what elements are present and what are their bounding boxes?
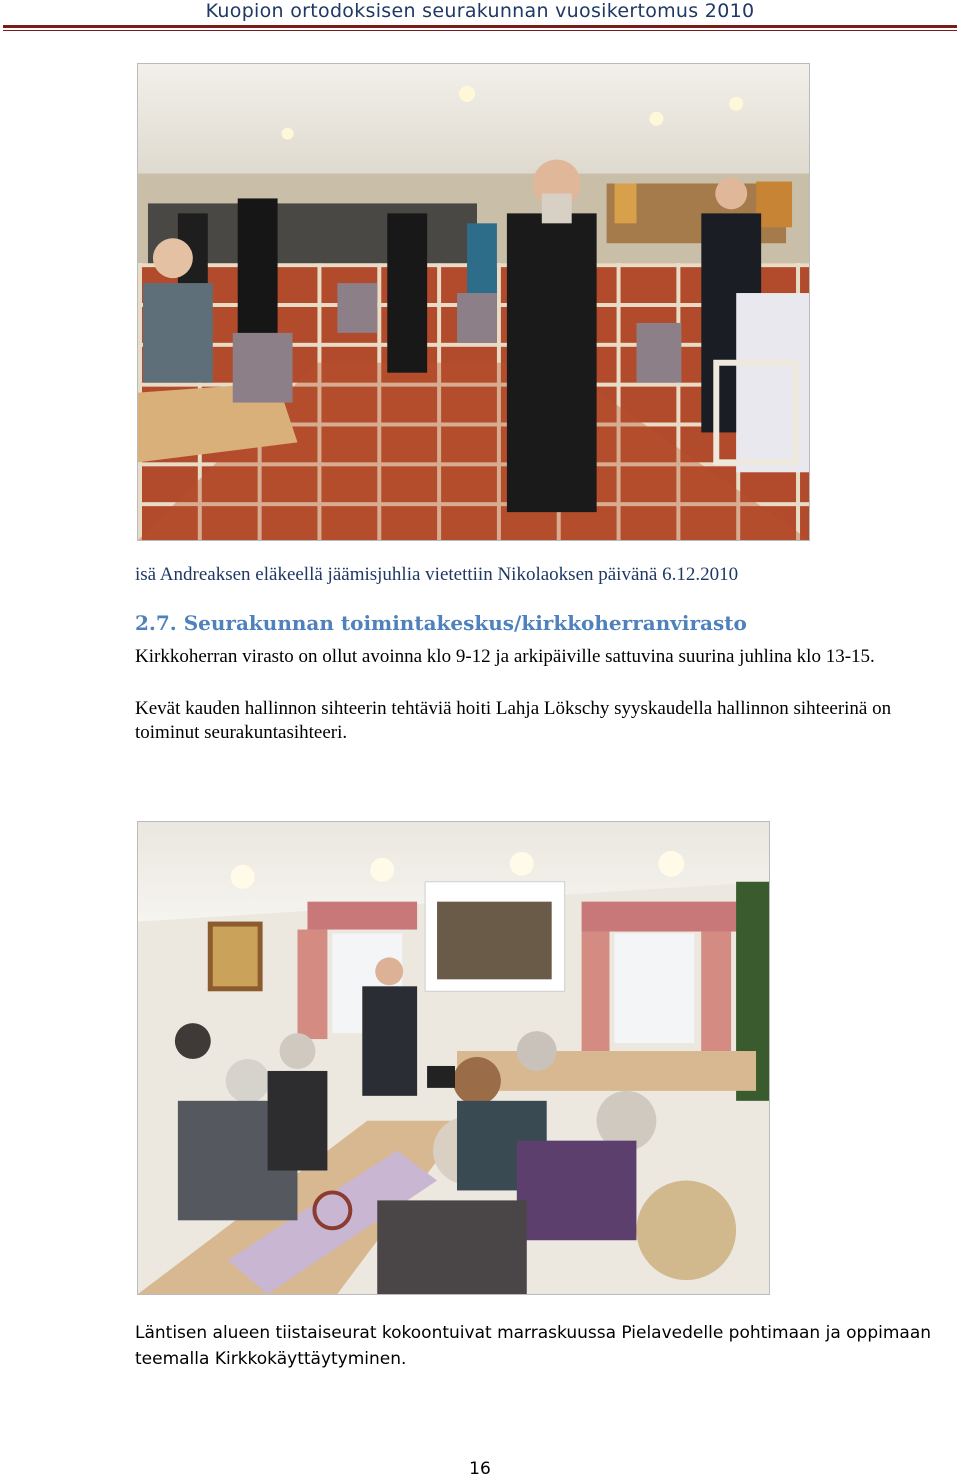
running-header-title: Kuopion ortodoksisen seurakunnan vuosikertomus 2010	[205, 0, 755, 22]
page-number: 16	[469, 1459, 491, 1479]
header-rule	[3, 25, 957, 31]
photo-1-caption: isä Andreaksen eläkeellä jäämisjuhlia vietettiin Nikolaoksen päivänä 6.12.2010	[135, 564, 739, 585]
secretary-paragraph: Kevät kauden hallinnon sihteerin tehtäviä hoiti Lahja Lökschy syyskaudella hallinnon sihteerinä on toiminut seurakuntasihteeri.	[135, 698, 892, 743]
photo-retirement-celebration-image	[138, 64, 809, 540]
photo-tuesday-meeting	[137, 821, 770, 1295]
office-hours-paragraph: Kirkkoherran virasto on ollut avoinna klo 9-12 ja arkipäiville sattuvina suurina juhlina klo 13-15.	[135, 646, 875, 667]
section-heading: 2.7. Seurakunnan toimintakeskus/kirkkoherranvirasto	[135, 611, 747, 635]
photo-tuesday-meeting-image	[138, 822, 769, 1294]
photo-retirement-celebration	[137, 63, 810, 541]
photo-2-caption: Läntisen alueen tiistaiseurat kokoontuivat marraskuussa Pielavedelle pohtimaan ja oppimaan teemalla Kirkkokäyttäytyminen.	[135, 1323, 932, 1369]
